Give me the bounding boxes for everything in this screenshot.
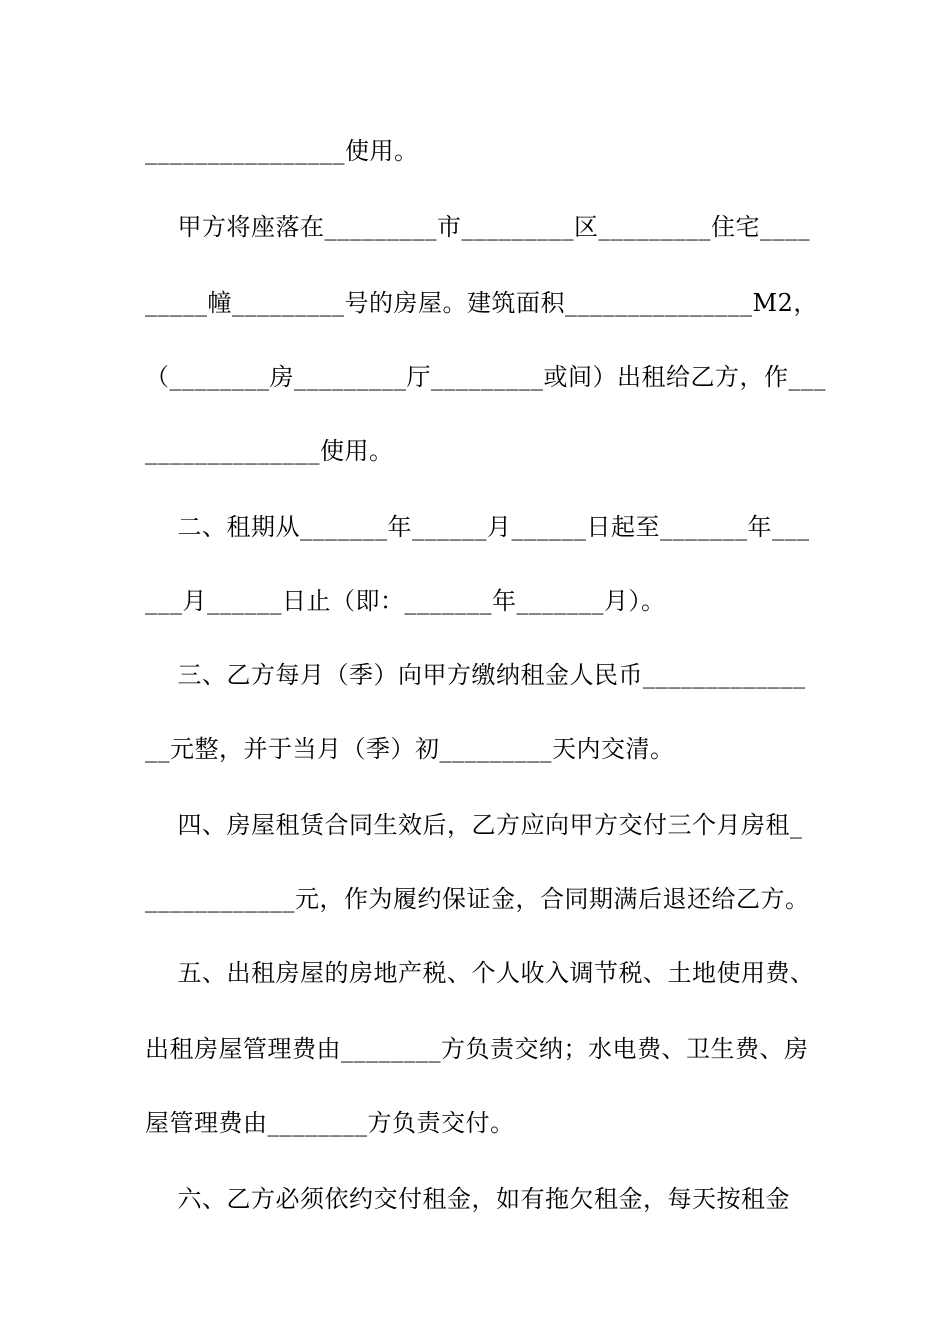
text-line-deposit: 四、房屋租赁合同生效后，乙方应向甲方交付三个月房租_ bbox=[145, 811, 803, 839]
text-line-purpose: ______________使用。 bbox=[145, 437, 394, 465]
text-line-deposit-return: ____________元，作为履约保证金，合同期满后退还给乙方。 bbox=[145, 885, 810, 913]
text-line-use: ________________使用。 bbox=[145, 137, 419, 165]
text-line-taxes: 五、出租房屋的房地产税、个人收入调节税、土地使用费、 bbox=[145, 959, 815, 987]
text-line-lease-end: ___月______日止（即：_______年_______月）。 bbox=[145, 587, 666, 615]
text-line-property-location: 甲方将座落在_________市_________区_________住宅____ bbox=[145, 213, 811, 241]
text-line-management-fee: 出租房屋管理费由________方负责交纳；水电费、卫生费、房 bbox=[145, 1035, 809, 1063]
text-line-building-area: _____幢_________号的房屋。建筑面积_______________M2， bbox=[145, 289, 818, 317]
text-line-rooms: （________房_________厅_________或间）出租给乙方，作___ bbox=[145, 363, 826, 391]
text-line-lease-term: 二、租期从_______年______月______日起至_______年___ bbox=[145, 513, 810, 541]
text-line-fee-payment: 屋管理费由________方负责交付。 bbox=[145, 1109, 515, 1137]
text-line-rent: 三、乙方每月（季）向甲方缴纳租金人民币_____________ bbox=[145, 661, 806, 689]
text-line-late-rent: 六、乙方必须依约交付租金，如有拖欠租金，每天按租金 bbox=[145, 1185, 791, 1213]
text-line-rent-payment: __元整，并于当月（季）初_________天内交清。 bbox=[145, 735, 675, 763]
